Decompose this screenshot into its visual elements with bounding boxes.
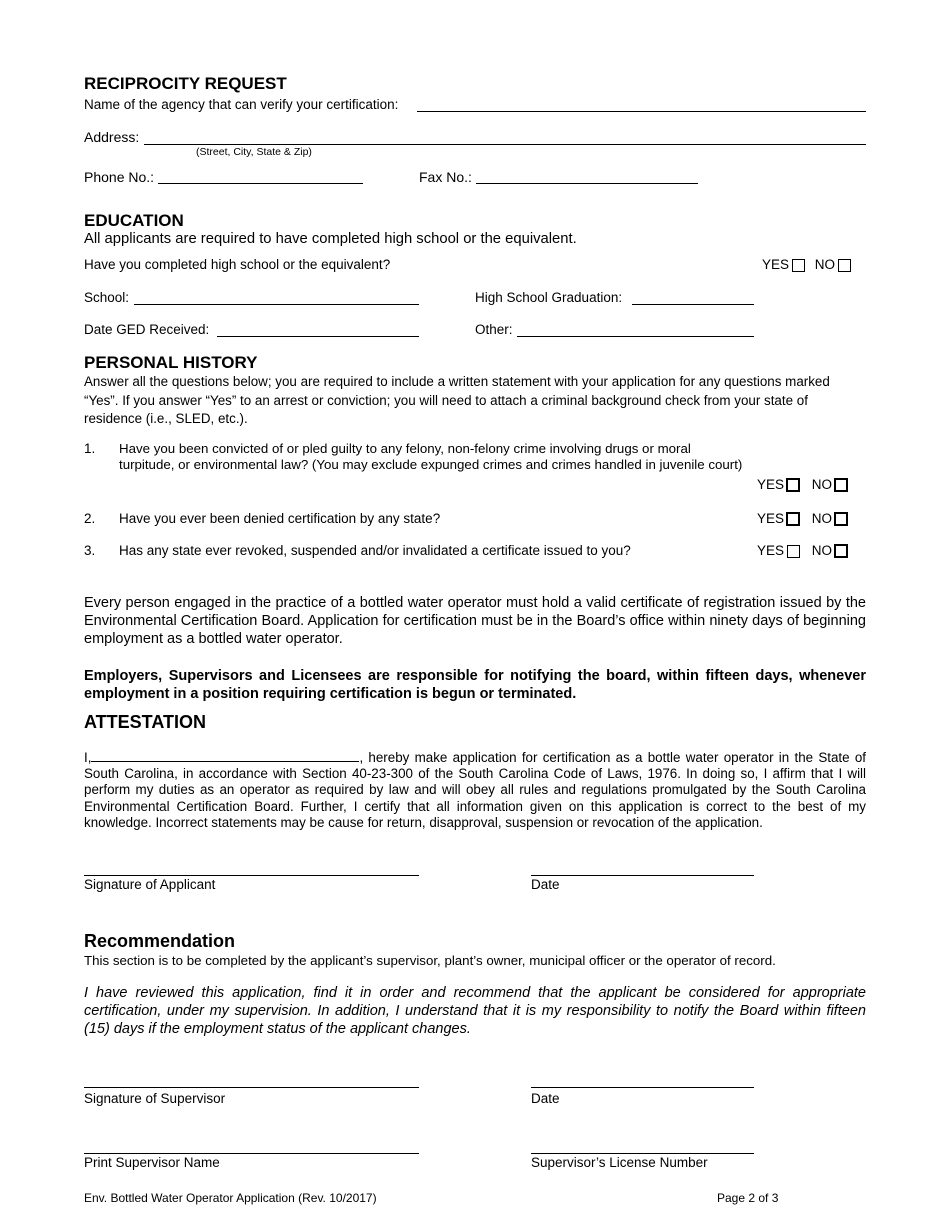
yes-checkbox[interactable]: [792, 259, 805, 272]
footer-page-number: Page 2 of 3: [717, 1191, 779, 1205]
question-1-number: 1.: [84, 441, 96, 456]
yes-checkbox[interactable]: [786, 478, 800, 492]
address-input-line[interactable]: [144, 144, 866, 145]
supervisor-signature-label: Signature of Supervisor: [84, 1091, 226, 1106]
other-label: Other:: [475, 322, 513, 337]
footer-form-title: Env. Bottled Water Operator Application (Rev. 10/2017): [84, 1191, 377, 1205]
question-3-number: 3.: [84, 543, 96, 558]
question-3-answer: [757, 543, 848, 558]
address-hint: (Street, City, State & Zip): [196, 146, 312, 158]
ged-label: Date GED Received:: [84, 322, 210, 337]
no-checkbox[interactable]: [838, 259, 851, 272]
agency-label: Name of the agency that can verify your certification:: [84, 97, 399, 112]
applicant-signature-label: Signature of Applicant: [84, 877, 216, 892]
reciprocity-title: RECIPROCITY REQUEST: [84, 74, 287, 93]
applicant-date-label: Date: [531, 877, 560, 892]
recommendation-statement: I have reviewed this application, find it in order and recommend that the applicant be considered for appropriate certification, under my supervision. In addition, I understand that it is my responsibility to notify the Board within fifteen (15) days if the employment status of the applicant changes.: [84, 985, 866, 1037]
other-input-line[interactable]: [517, 336, 754, 337]
address-label: Address:: [84, 129, 140, 145]
question-2-number: 2.: [84, 511, 96, 526]
yes-label: YES: [762, 257, 790, 272]
recommendation-intro: This section is to be completed by the applicant’s supervisor, plant’s owner, municipal officer or the operator of record.: [84, 953, 776, 968]
supervisor-signature-line[interactable]: [84, 1087, 419, 1088]
license-number-label: Supervisor’s License Number: [531, 1155, 708, 1170]
yes-label: YES: [757, 543, 785, 558]
education-question: Have you completed high school or the equivalent?: [84, 257, 391, 272]
no-label: NO: [814, 257, 836, 272]
applicant-name-blank[interactable]: [91, 749, 359, 762]
agency-input-line[interactable]: [417, 111, 866, 112]
personal-history-title: PERSONAL HISTORY: [84, 353, 258, 372]
certificate-notice: Every person engaged in the practice of a bottled water operator must hold a valid certificate of registration issued by the Environmental Certification Board. Application for certification must be in the Board’s office within ninety days of beginning employment as a bottled water operator.: [84, 595, 866, 647]
no-label: NO: [811, 511, 833, 526]
recommendation-title: Recommendation: [84, 931, 236, 951]
graduation-input-line[interactable]: [632, 304, 754, 305]
question-1-text: Have you been convicted of or pled guilty to any felony, non-felony crime involving drugs or moral turpitude, or environmental law? (You may exclude expunged crimes and crimes handled in juvenile court): [119, 441, 743, 472]
question-3-text: Has any state ever revoked, suspended and/or invalidated a certificate issued to you?: [119, 543, 631, 558]
applicant-signature-line[interactable]: [84, 875, 419, 876]
supervisor-date-line[interactable]: [531, 1087, 754, 1088]
school-input-line[interactable]: [134, 304, 419, 305]
yes-checkbox[interactable]: [786, 512, 800, 526]
ged-input-line[interactable]: [217, 336, 419, 337]
supervisor-name-line[interactable]: [84, 1153, 419, 1154]
no-checkbox[interactable]: [834, 544, 848, 558]
yes-label: YES: [757, 477, 785, 492]
yes-checkbox[interactable]: [787, 545, 800, 558]
attestation-prefix: I,: [84, 750, 92, 765]
phone-input-line[interactable]: [158, 183, 363, 184]
attestation-body: , hereby make application for certification as a bottle water operator in the State of South Carolina, in accordance with Section 40-23-300 of the South Carolina Code of Laws, 1976. In doing so, I affirm that I will perform my duties as an operator as required by law and will obey all rules and regulations promulgated by the South Carolina Environmental Certification Board. Further, I certify that all information given on this application is correct to the best of my knowledge. Incorrect statements may be cause for return, disapproval, suspension or revocation of the application.: [84, 750, 866, 830]
question-2-answer: [757, 511, 848, 526]
education-answer: [762, 257, 851, 272]
phone-label: Phone No.:: [84, 169, 155, 185]
no-checkbox[interactable]: [834, 512, 848, 526]
fax-input-line[interactable]: [476, 183, 698, 184]
education-intro: All applicants are required to have completed high school or the equivalent.: [84, 231, 577, 247]
fax-label: Fax No.:: [419, 169, 472, 185]
question-2-text: Have you ever been denied certification by any state?: [119, 511, 441, 526]
question-1-answer: [757, 477, 848, 492]
supervisor-date-label: Date: [531, 1091, 560, 1106]
license-number-line[interactable]: [531, 1153, 754, 1154]
graduation-label: High School Graduation:: [475, 290, 623, 305]
attestation-title: ATTESTATION: [84, 712, 206, 732]
supervisor-name-label: Print Supervisor Name: [84, 1155, 220, 1170]
no-label: NO: [811, 477, 833, 492]
school-label: School:: [84, 290, 130, 305]
yes-label: YES: [757, 511, 785, 526]
employer-notice: Employers, Supervisors and Licensees are responsible for notifying the board, within fifteen days, whenever employment in a position requiring certification is begun or terminated.: [84, 668, 866, 702]
no-label: NO: [811, 543, 833, 558]
education-title: EDUCATION: [84, 211, 184, 230]
no-checkbox[interactable]: [834, 478, 848, 492]
attestation-text: [84, 749, 866, 831]
personal-history-intro: Answer all the questions below; you are required to include a written statement with your application for any questions marked “Yes”. If you answer “Yes” to an arrest or conviction; you will need to attach a criminal background check from your state of residence (i.e., SLED, etc.).: [84, 374, 830, 426]
applicant-date-line[interactable]: [531, 875, 754, 876]
